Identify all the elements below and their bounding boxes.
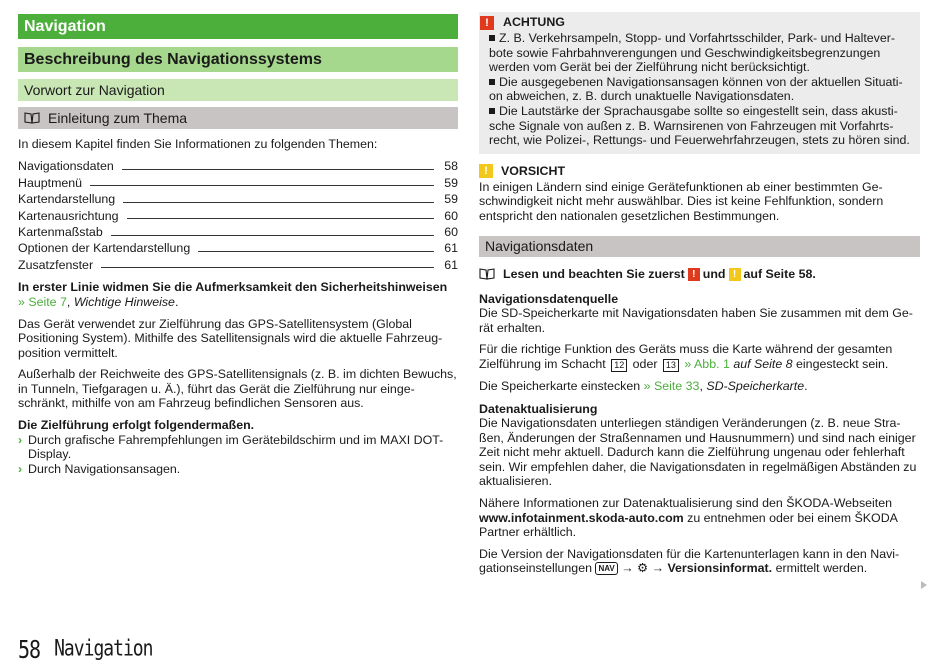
- toc-entry[interactable]: [18, 190, 458, 206]
- bullet-mark: ›: [18, 461, 23, 476]
- toc-page: 61: [444, 257, 458, 272]
- safety-italic: Wichtige Hinweise: [73, 294, 175, 309]
- square-bullet-icon: [489, 35, 495, 41]
- warning-icon: !: [480, 16, 494, 30]
- section-heading: Beschreibung des Navigationssystems: [18, 47, 458, 72]
- warning-item: [487, 31, 912, 75]
- insert-italic: SD-Speicherkarte: [706, 378, 805, 393]
- warning-title-row: [480, 14, 912, 31]
- toc-label: Optionen der Kartendarstellung: [18, 241, 191, 256]
- warning-item: [487, 104, 912, 148]
- nav-key-icon: NAV: [595, 562, 617, 575]
- safety-bold: In erster Linie widmen Sie die Aufmerksamkeit den Sicherheitshinweisen: [18, 280, 448, 295]
- version-paragraph: [479, 547, 920, 576]
- safety-end: .: [174, 294, 179, 309]
- insert-paragraph: [479, 379, 920, 394]
- version-post: ermittelt werden.: [775, 561, 868, 576]
- chapter-heading: Navigation: [18, 14, 458, 39]
- func-italic: auf Seite 8: [733, 356, 793, 371]
- toc-label: Zusatzfenster: [18, 257, 94, 272]
- read-first-line: [479, 267, 920, 282]
- toc-label: Navigationsdaten: [18, 159, 114, 174]
- warning-box: [479, 12, 920, 154]
- list-item: [18, 433, 458, 462]
- source-text: Die SD-Speicherkarte mit Navigationsdaten haben Sie zusammen mit dem Ge-rät erhalten.: [479, 306, 913, 335]
- intro-heading: [18, 107, 458, 129]
- arrow-icon: →: [621, 561, 634, 576]
- func-post: eingesteckt sein.: [796, 356, 889, 371]
- insert-link[interactable]: » Seite 33: [643, 378, 700, 393]
- toc-page: 61: [444, 241, 458, 256]
- toc-page: 60: [444, 208, 458, 223]
- square-bullet-icon: [489, 108, 495, 114]
- caution-icon: !: [479, 164, 493, 178]
- intro-text: In diesem Kapitel finden Sie Informationen zu folgenden Themen:: [18, 137, 378, 151]
- toc-label: Kartenmaßstab: [18, 224, 103, 239]
- insert-end: .: [804, 378, 808, 393]
- gps-paragraph-2: Außerhalb der Reichweite des GPS-Satellitensignals (z. B. im dichten Bewuchs, in Tunneln, Tiefgaragen u. Ä.), führt das Gerät die Zielführung nur einge-schränkt, mithilfe von am Fahrzeug befindlichen Sensoren aus.: [18, 367, 457, 411]
- caution-title-row: [479, 163, 920, 180]
- guidance-heading: Die Zielführung erfolgt folgendermaßen.: [18, 418, 255, 433]
- caution-title: VORSICHT: [501, 163, 566, 178]
- info-pre: Nähere Informationen zur Datenaktualisierung sind den ŠKODA-Webseiten: [479, 496, 893, 511]
- safety-link[interactable]: » Seite 7: [18, 294, 67, 309]
- toc-entry[interactable]: [18, 207, 458, 223]
- toc-leader-line: [90, 185, 434, 186]
- toc-entry[interactable]: [18, 240, 458, 256]
- version-pre: Die Version der Navigationsdaten für die Kartenunterlagen kann in den Navi-gationseinstellungen: [479, 546, 900, 576]
- read-post: auf Seite 58.: [743, 266, 816, 281]
- toc-entry[interactable]: [18, 256, 458, 272]
- toc-leader-line: [123, 202, 434, 203]
- toc-label: Kartendarstellung: [18, 192, 116, 207]
- toc-leader-line: [111, 235, 434, 236]
- toc-page: 59: [444, 192, 458, 207]
- version-info-label: Versionsinformat.: [667, 561, 773, 576]
- info-post: zu entnehmen oder bei einem ŠKODA Partner erhältlich.: [479, 510, 898, 540]
- page-footer: [18, 634, 153, 665]
- safety-note: [18, 280, 458, 309]
- source-heading: Navigationsdatenquelle: [479, 291, 619, 306]
- page-number: 58: [18, 634, 41, 665]
- subsection-heading: Vorwort zur Navigation: [18, 79, 458, 101]
- book-icon: [24, 112, 40, 124]
- info-url[interactable]: www.infotainment.skoda-auto.com: [479, 510, 684, 525]
- toc-label: Kartenausrichtung: [18, 208, 119, 223]
- toc-leader-line: [198, 251, 434, 252]
- continue-arrow-icon: [921, 581, 927, 589]
- arrow-icon: →: [651, 561, 664, 576]
- function-paragraph: [479, 342, 920, 372]
- warning-mini-icon: !: [688, 268, 700, 281]
- toc-leader-line: [127, 218, 434, 219]
- toc-leader-line: [122, 169, 434, 170]
- warning-item: [487, 75, 912, 104]
- update-text: Die Navigationsdaten unterliegen ständigen Veränderungen (z. B. neue Stra-ßen, Änderungen der Straßennamen und Hausnummern) und sind nach einiger Zeit nicht mehr aktuell. Dadurch kann die Zielführung ungenau oder fehlerhaft sein. Wir empfehlen daher, die Navigationsdaten in regelmäßigen Abständen zu aktualisieren.: [479, 416, 917, 489]
- left-column: [18, 14, 458, 476]
- warning-title: ACHTUNG: [503, 15, 565, 30]
- intro-heading-label: Einleitung zum Thema: [48, 110, 188, 126]
- footer-title: Navigation: [54, 635, 153, 662]
- func-pre: Für die richtige Funktion des Geräts muss die Karte während der gesamten Zielführung im Schacht: [479, 342, 893, 371]
- toc-page: 59: [444, 175, 458, 190]
- toc-leader-line: [101, 267, 434, 268]
- safety-sep: ,: [66, 294, 74, 309]
- caution-mini-icon: !: [729, 268, 741, 281]
- toc-page: 58: [444, 159, 458, 174]
- slot-13-label: 13: [663, 359, 679, 372]
- warning-item-text-3: Die Lautstärke der Sprachausgabe sollte so eingestellt sein, dass akusti-sche Signale von außen z. B. Warnsirenen von Fahrzeugen mit Vorfahrts-recht, wie Polizei-, Rettungs- und Feuerwehrfahrzeugen, stets zu hören sind.: [489, 103, 910, 148]
- guidance-item-2: Durch Navigationsansagen.: [28, 461, 181, 476]
- table-of-contents: [18, 158, 458, 273]
- toc-entry[interactable]: [18, 174, 458, 190]
- square-bullet-icon: [489, 79, 495, 85]
- settings-gear-icon: ⚙: [637, 561, 649, 576]
- list-item: [18, 462, 458, 477]
- bullet-mark: ›: [18, 432, 23, 447]
- toc-label: Hauptmenü: [18, 175, 83, 190]
- right-column: [479, 12, 920, 576]
- warning-item-text-1: Z. B. Verkehrsampeln, Stopp- und Vorfahrtsschilder, Park- und Haltever-bote sowie Fahrbahnverengungen und Geschwindigkeitsbegrenzungen werden vom Gerät bei der Zielführung nicht berücksichtigt.: [489, 31, 895, 75]
- navdata-heading: Navigationsdaten: [479, 236, 920, 257]
- warning-item-text-2: Die ausgegebenen Navigationsansagen können von der aktuellen Situati-on abweichen, z. B. durch unaktuelle Navigationsdaten.: [489, 74, 903, 104]
- guidance-item-1: Durch grafische Fahrempfehlungen im Gerätebildschirm und im MAXI DOT-Display.: [28, 432, 444, 462]
- toc-entry[interactable]: [18, 223, 458, 239]
- info-paragraph: [479, 496, 920, 540]
- gps-paragraph-1: Das Gerät verwendet zur Zielführung das GPS-Satellitensystem (Global Positioning System). Mithilfe des Satellitensignals wird die aktuelle Fahrzeug-position vermittelt.: [18, 316, 443, 360]
- toc-page: 60: [444, 224, 458, 239]
- update-heading: Datenaktualisierung: [479, 401, 598, 416]
- guidance-list: [18, 433, 458, 477]
- func-or: oder: [632, 356, 658, 371]
- toc-entry[interactable]: [18, 158, 458, 174]
- book-icon: [479, 268, 495, 280]
- read-pre: Lesen und beachten Sie zuerst: [503, 266, 685, 281]
- read-and: und: [702, 266, 726, 281]
- insert-sep: ,: [699, 378, 707, 393]
- figure-link[interactable]: » Abb. 1: [684, 356, 730, 371]
- slot-12-label: 12: [611, 359, 627, 372]
- caution-text: In einigen Ländern sind einige Gerätefunktionen ab einer bestimmten Ge-schwindigkeit nicht mehr auswählbar. Dies ist keine Fehlfunktion, sondern entspricht den nationalen gesetzlichen Bestimmungen.: [479, 179, 884, 223]
- insert-pre: Die Speicherkarte einstecken: [479, 378, 641, 393]
